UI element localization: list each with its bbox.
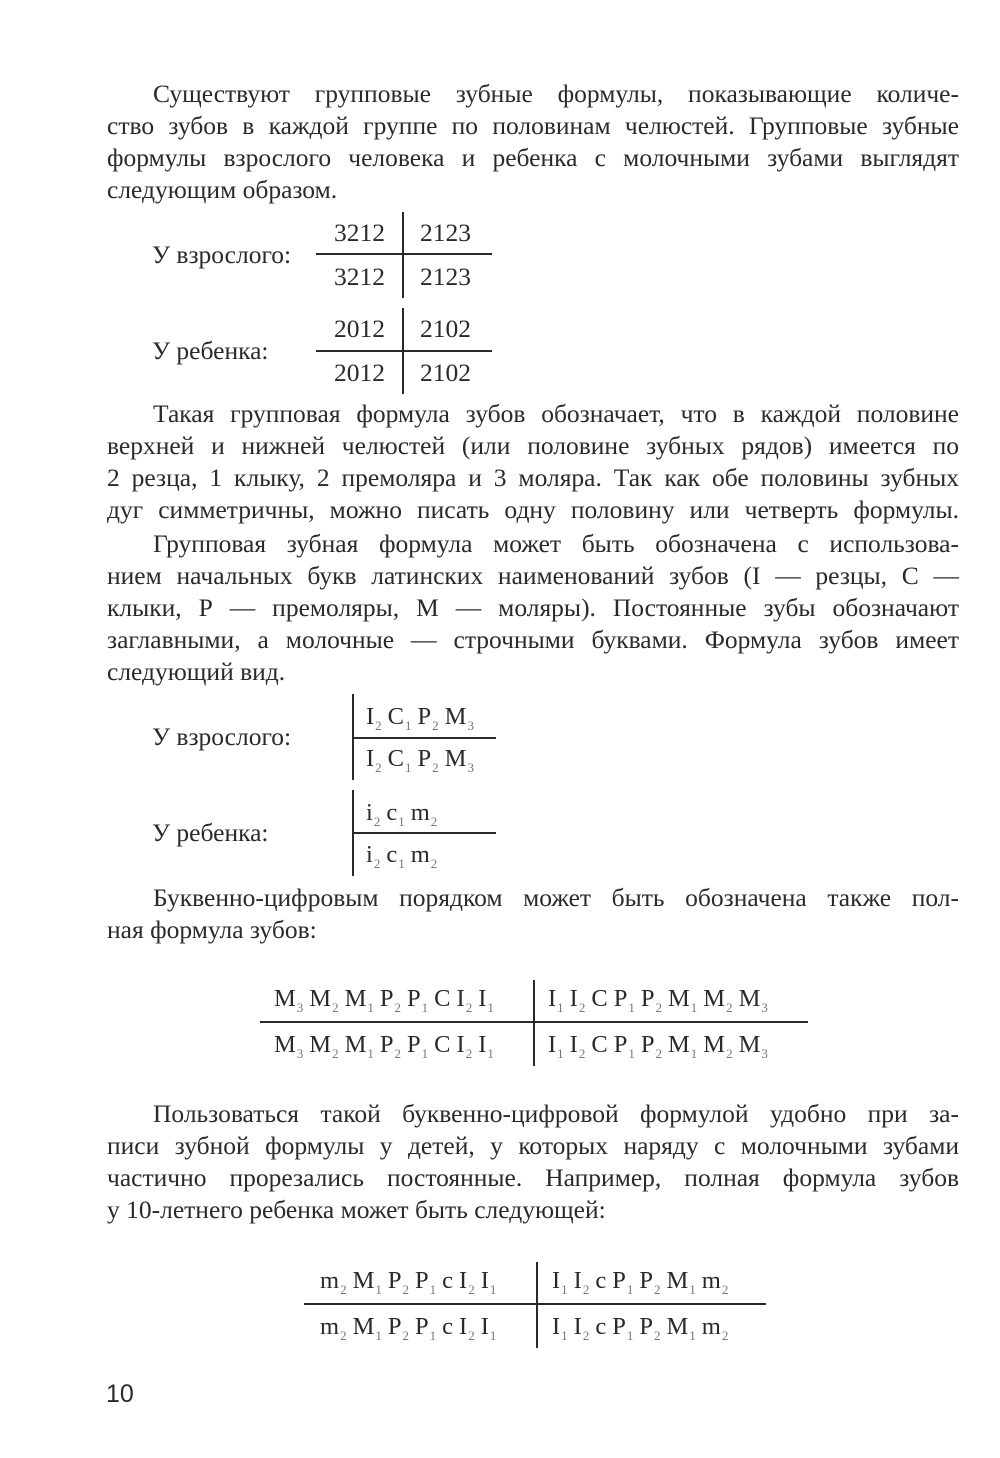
text-line: клыки, Р — премоляры, М — моляры). Постоянные зубы обозначают (107, 593, 959, 622)
paragraph-explanation (107, 398, 959, 526)
formula-cell: 2102 (420, 358, 471, 387)
formula-row (366, 840, 443, 879)
formula-half (548, 1030, 774, 1069)
tooth-symbol: $P_1$ (613, 985, 635, 1015)
text-line: Групповая зубная формула может быть обозначена с использова- (153, 529, 959, 558)
tooth-symbol: $m_2$ (410, 841, 438, 871)
text-line: у 10-летнего ребенка может быть следующей: (107, 1195, 606, 1224)
tooth-symbol: $I_2$ (569, 1031, 586, 1061)
tooth-symbol: $P_2$ (640, 985, 662, 1015)
tooth-symbol: $P_1$ (612, 1313, 634, 1343)
tooth-symbol: $P_2$ (639, 1313, 661, 1343)
divider-line (352, 790, 354, 876)
divider-line (402, 308, 404, 394)
fraction-line (354, 832, 496, 834)
formula-cell: 3212 (334, 218, 385, 247)
formula-half (320, 1266, 502, 1305)
paragraph-intro (107, 78, 959, 206)
tooth-symbol: c (442, 1313, 454, 1340)
tooth-symbol: $I_1$ (552, 1267, 568, 1297)
tooth-symbol: $I_2$ (366, 745, 382, 775)
tooth-symbol: $c_1$ (386, 841, 405, 871)
paragraph-full-intro (107, 882, 959, 946)
tooth-symbol: $P_1$ (407, 1031, 429, 1061)
tooth-symbol: $m_2$ (701, 1267, 729, 1297)
tooth-symbol: c (442, 1267, 454, 1294)
tooth-symbol: $m_2$ (320, 1313, 347, 1343)
tooth-symbol: $P_2$ (387, 1313, 409, 1343)
tooth-symbol: $i_2$ (366, 841, 381, 871)
text-line: Существуют групповые зубные формулы, показывающие количе- (153, 79, 959, 108)
tooth-symbol: $M_2$ (703, 1031, 733, 1061)
tooth-symbol: $M_1$ (352, 1313, 382, 1343)
formula-cell: 2102 (420, 314, 471, 343)
fraction-line (316, 350, 492, 352)
tooth-symbol: $P_1$ (407, 985, 429, 1015)
tooth-symbol: c (595, 1267, 607, 1294)
tooth-symbol: $M_2$ (309, 985, 339, 1015)
tooth-symbol: $P_2$ (639, 1267, 661, 1297)
text-line: дуг симметричны, можно писать одну половину или четверть формулы. (107, 495, 959, 524)
formula-label: У ребенка: (152, 818, 269, 847)
formula-row (366, 744, 480, 783)
text-line: 2 резца, 1 клыку, 2 премоляра и 3 моляра. Так как обе половины зубных (107, 463, 959, 492)
tooth-symbol: $I_1$ (480, 1267, 497, 1297)
text-line: нием начальных букв латинских наименований зубов (I — резцы, С — (107, 561, 959, 590)
text-line: Пользоваться такой буквенно-цифровой формулой удобно при за- (153, 1099, 959, 1128)
text-line: следующим образом. (107, 175, 338, 204)
divider-line (536, 1262, 538, 1348)
text-line: ство зубов в каждой группе по половинам челюстей. Групповые зубные (107, 111, 959, 140)
formula-label: У взрослого: (152, 240, 292, 269)
formula-row (366, 702, 480, 741)
tooth-symbol: $P_1$ (415, 1313, 437, 1343)
fraction-line (304, 1303, 766, 1305)
formula-label: У ребенка: (152, 336, 269, 365)
tooth-symbol: C (591, 1031, 608, 1058)
text-line: Буквенно-цифровым порядком может быть обозначена также пол- (153, 883, 959, 912)
tooth-symbol: $I_1$ (548, 1031, 564, 1061)
paragraph-letters (107, 528, 959, 688)
tooth-symbol: $I_2$ (456, 985, 473, 1015)
tooth-symbol: $M_2$ (703, 985, 733, 1015)
tooth-symbol: $M_3$ (274, 1031, 304, 1061)
formula-half (274, 1030, 500, 1069)
tooth-symbol: $M_3$ (738, 1031, 768, 1061)
tooth-symbol: $M_1$ (667, 1031, 698, 1061)
tooth-symbol: $I_2$ (459, 1267, 475, 1297)
tooth-symbol: $P_2$ (387, 1267, 409, 1297)
formula-label: У взрослого: (152, 722, 292, 751)
tooth-symbol: $i_2$ (366, 799, 381, 829)
tooth-symbol: $C_1$ (387, 745, 412, 775)
text-line: заглавными, а молочные — строчными буквами. Формула зубов имеет (107, 625, 959, 654)
formula-half (548, 984, 774, 1023)
tooth-symbol: $I_1$ (478, 1031, 494, 1061)
tooth-symbol: $I_2$ (573, 1313, 590, 1343)
tooth-symbol: $I_1$ (552, 1313, 568, 1343)
formula-half (320, 1312, 502, 1351)
tooth-symbol: $C_1$ (387, 703, 412, 733)
tooth-symbol: $M_1$ (666, 1267, 696, 1297)
fraction-line (316, 253, 492, 255)
tooth-symbol: $I_1$ (548, 985, 564, 1015)
formula-half (274, 984, 500, 1023)
tooth-symbol: $P_2$ (417, 745, 439, 775)
formula-cell: 2123 (420, 262, 471, 291)
tooth-symbol: C (434, 985, 451, 1012)
text-line: частично прорезались постоянные. Например, полная формула зубов (107, 1163, 959, 1192)
tooth-symbol: $c_1$ (386, 799, 405, 829)
divider-line (533, 980, 535, 1066)
tooth-symbol: c (595, 1313, 607, 1340)
formula-cell: 2012 (334, 358, 385, 387)
text-line: формулы взрослого человека и ребенка с молочными зубами выглядят (107, 143, 959, 172)
tooth-symbol: $P_1$ (612, 1267, 634, 1297)
tooth-symbol: $I_2$ (456, 1031, 473, 1061)
tooth-symbol: $M_3$ (738, 985, 768, 1015)
tooth-symbol: $I_1$ (480, 1313, 497, 1343)
tooth-symbol: $I_2$ (366, 703, 382, 733)
tooth-symbol: $P_2$ (640, 1031, 662, 1061)
tooth-symbol: $M_1$ (666, 1313, 696, 1343)
tooth-symbol: C (591, 985, 608, 1012)
formula-cell: 3212 (334, 262, 385, 291)
tooth-symbol: $M_1$ (344, 1031, 374, 1061)
tooth-symbol: $P_2$ (379, 985, 402, 1015)
text-line: писи зубной формулы у детей, у которых наряду с молочными зубами (107, 1131, 959, 1160)
tooth-symbol: $P_2$ (417, 703, 439, 733)
divider-line (352, 694, 354, 780)
paragraph-child-usage (107, 1098, 959, 1226)
divider-line (402, 212, 404, 298)
tooth-symbol: $M_3$ (444, 745, 474, 775)
formula-half (552, 1266, 734, 1305)
tooth-symbol: $m_2$ (701, 1313, 729, 1343)
tooth-symbol: $M_3$ (274, 985, 304, 1015)
tooth-symbol: C (434, 1031, 451, 1058)
tooth-symbol: $I_1$ (478, 985, 494, 1015)
text-line: следующий вид. (107, 657, 286, 686)
tooth-symbol: $m_2$ (410, 799, 438, 829)
tooth-symbol: $M_3$ (444, 703, 474, 733)
formula-cell: 2123 (420, 218, 471, 247)
page-number: 10 (106, 1380, 134, 1408)
formula-cell: 2012 (334, 314, 385, 343)
text-line: ная формула зубов: (107, 915, 317, 944)
fraction-line (354, 737, 496, 739)
formula-half (552, 1312, 734, 1351)
tooth-symbol: $P_2$ (379, 1031, 402, 1061)
tooth-symbol: $P_1$ (415, 1267, 437, 1297)
tooth-symbol: $M_1$ (344, 985, 374, 1015)
tooth-symbol: $P_1$ (613, 1031, 635, 1061)
tooth-symbol: $M_2$ (309, 1031, 339, 1061)
tooth-symbol: $M_1$ (667, 985, 698, 1015)
text-line: верхней и нижней челюстей (или половине зубных рядов) имеется по (107, 431, 959, 460)
text-line: Такая групповая формула зубов обозначает, что в каждой половине (153, 399, 959, 428)
tooth-symbol: $I_2$ (459, 1313, 475, 1343)
tooth-symbol: $m_2$ (320, 1267, 347, 1297)
tooth-symbol: $I_2$ (569, 985, 586, 1015)
tooth-symbol: $M_1$ (352, 1267, 382, 1297)
tooth-symbol: $I_2$ (573, 1267, 590, 1297)
